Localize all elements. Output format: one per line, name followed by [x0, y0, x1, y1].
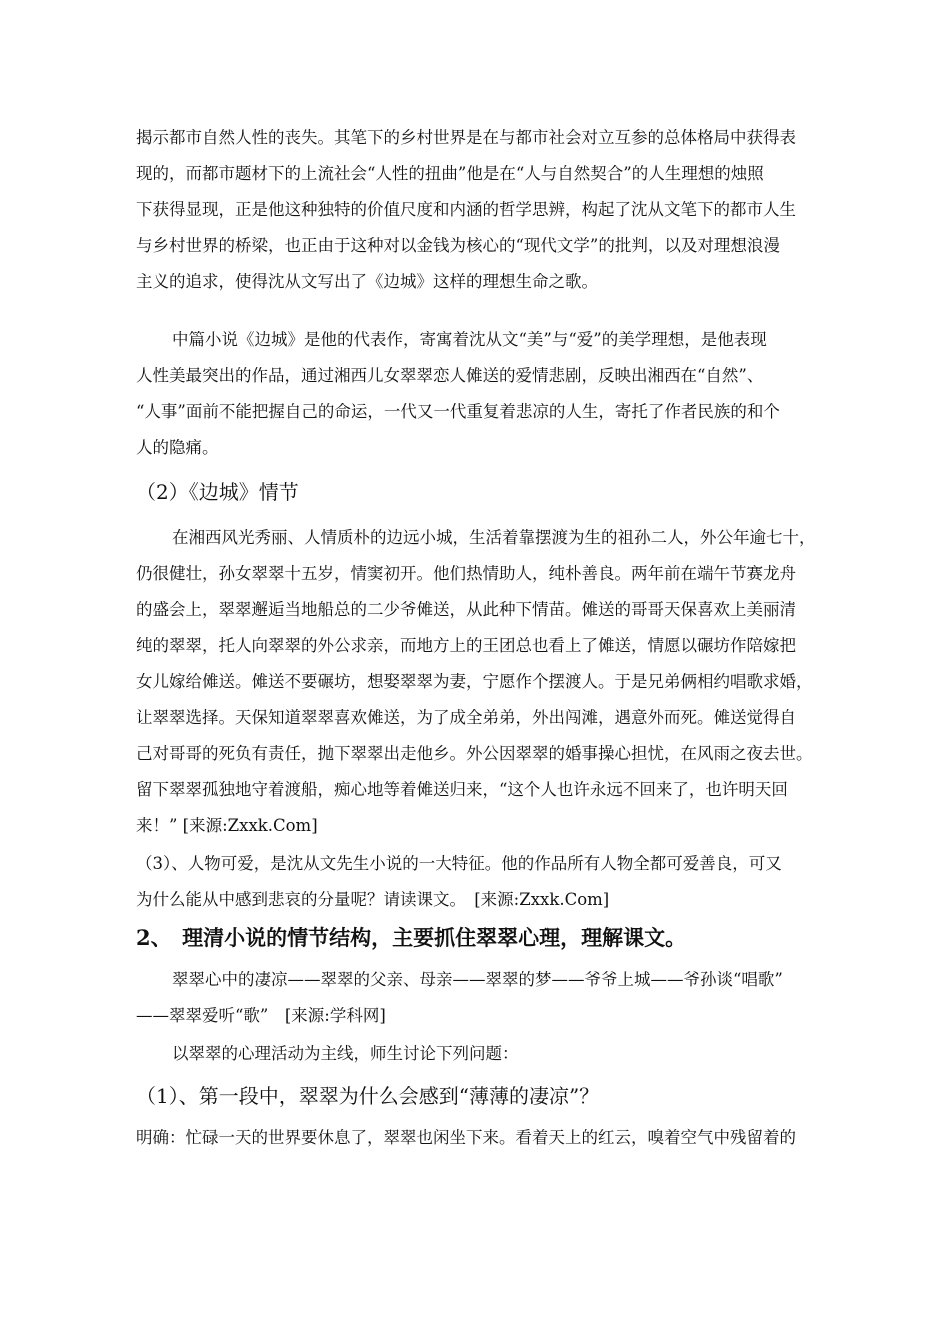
section-heading: 2、 理清小说的情节结构，主要抓住翠翠心理，理解课文。 [136, 925, 687, 950]
text-line: 为什么能从中感到悲哀的分量呢？请读课文。 [来源:Zxxk.Com] [136, 890, 610, 909]
text-line: 主义的追求，使得沈从文写出了《边城》这样的理想生命之歌。 [136, 272, 598, 291]
text-line: 留下翠翠孤独地守着渡船，痴心地等着傩送归来，“这个人也许永远不回来了，也许明天回 [136, 780, 788, 799]
text-line: 翠翠心中的凄凉——翠翠的父亲、母亲——翠翠的梦——爷爷上城——爷孙谈“唱歌” [172, 970, 783, 989]
text-line: 人性美最突出的作品，通过湘西儿女翠翠恋人傩送的爱情悲剧，反映出湘西在“自然”、 [136, 366, 764, 385]
text-line: 明确：忙碌一天的世界要休息了，翠翠也闲坐下来。看着天上的红云，嗅着空气中残留着的 [136, 1128, 796, 1147]
question-heading: （1）、第一段中，翠翠为什么会感到“薄薄的凄凉”？ [136, 1084, 600, 1108]
text-line: 在湘西风光秀丽、人情质朴的边远小城，生活着靠摆渡为生的祖孙二人，外公年逾七十， [172, 528, 816, 547]
text-line: 己对哥哥的死负有责任，抛下翠翠出走他乡。外公因翠翠的婚事操心担忧，在风雨之夜去世。 [136, 744, 813, 763]
text-line: ——翠翠爱听“歌” [来源:学科网] [136, 1006, 386, 1025]
text-line: 仍很健壮，孙女翠翠十五岁，情窦初开。他们热情助人，纯朴善良。两年前在端午节赛龙舟 [136, 564, 796, 583]
text-line: （3）、人物可爱，是沈从文先生小说的一大特征。他的作品所有人物全都可爱善良，可又 [136, 854, 782, 873]
text-line: 女儿嫁给傩送。傩送不要碾坊，想娶翠翠为妻，宁愿作个摆渡人。于是兄弟俩相约唱歌求婚， [136, 672, 813, 691]
text-line: 现的，而都市题材下的上流社会“人性的扭曲”他是在“人与自然契合”的人生理想的烛照 [136, 164, 764, 183]
text-line: 揭示都市自然人性的丧失。其笔下的乡村世界是在与都市社会对立互参的总体格局中获得表 [136, 128, 796, 147]
text-line: 以翠翠的心理活动为主线，师生讨论下列问题： [172, 1044, 519, 1063]
text-line: 下获得显现，正是他这种独特的价值尺度和内涵的哲学思辨，构起了沈从文笔下的都市人生 [136, 200, 796, 219]
text-line: “人事”面前不能把握自己的命运，一代又一代重复着悲凉的人生，寄托了作者民族的和个 [136, 402, 780, 421]
text-line: 中篇小说《边城》是他的代表作，寄寓着沈从文“美”与“爱”的美学理想，是他表现 [172, 330, 767, 349]
text-line: 与乡村世界的桥梁，也正由于这种对以金钱为核心的“现代文学”的批判，以及对理想浪漫 [136, 236, 780, 255]
section-heading: （2）《边城》情节 [136, 480, 299, 504]
text-line: 的盛会上，翠翠邂逅当地船总的二少爷傩送，从此种下情苗。傩送的哥哥天保喜欢上美丽清 [136, 600, 796, 619]
text-line: 人的隐痛。 [136, 438, 219, 457]
text-line: 让翠翠选择。天保知道翠翠喜欢傩送，为了成全弟弟，外出闯滩，遇意外而死。傩送觉得自 [136, 708, 796, 727]
text-line: 纯的翠翠，托人向翠翠的外公求亲，而地方上的王团总也看上了傩送，情愿以碾坊作陪嫁把 [136, 636, 796, 655]
text-line: 来！” [来源:Zxxk.Com] [136, 816, 318, 835]
